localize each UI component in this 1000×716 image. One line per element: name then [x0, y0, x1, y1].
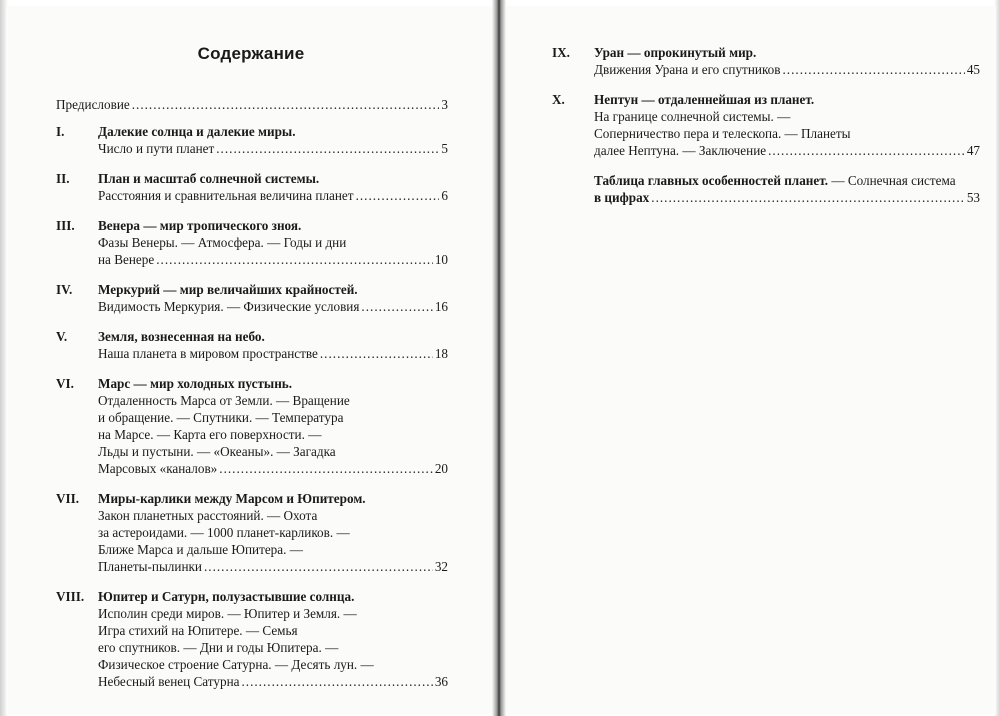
leader-dots [361, 298, 432, 315]
section-heading: Меркурий — мир величайших крайностей. [98, 282, 358, 297]
section-last-line [594, 142, 980, 159]
section-line: Льды и пустыни. — «Океаны». — Загадка [98, 444, 336, 459]
page-title: Содержание [197, 44, 305, 63]
section-last-line [594, 61, 980, 78]
leader-dots [356, 187, 440, 204]
section-line: Закон планетных расстояний. — Охота [98, 508, 318, 523]
page-number: 47 [966, 143, 980, 158]
section-numeral: X. [552, 92, 565, 107]
leader-dots [783, 61, 965, 78]
toc-section-4[interactable] [56, 281, 448, 315]
page-number: 53 [966, 190, 980, 205]
page-number: 3 [441, 97, 448, 112]
section-line: его спутников. — Дни и годы Юпитера. — [98, 640, 339, 655]
entry-label: Расстояния и сравнительная величина планет [98, 188, 354, 203]
entry-label: далее Нептуна. — Заключение [594, 143, 767, 158]
toc-section-9[interactable] [552, 44, 980, 78]
section-last-line [98, 345, 448, 362]
section-heading: Марс — мир холодных пустынь. [98, 376, 293, 391]
section-line: и обращение. — Спутники. — Температура [98, 410, 344, 425]
leader-dots [768, 142, 965, 159]
right-page [502, 6, 996, 714]
page-number: 5 [441, 141, 448, 156]
section-numeral: IX. [552, 45, 570, 60]
leader-dots [156, 251, 433, 268]
section-last-line [98, 187, 448, 204]
toc-section-3[interactable] [56, 217, 448, 268]
section-heading: Далекие солнца и далекие миры. [98, 124, 296, 139]
entry-label: Предисловие [56, 97, 130, 112]
section-line: На границе солнечной системы. — [594, 109, 791, 124]
leader-dots [651, 189, 965, 206]
section-last-line [98, 251, 448, 268]
section-numeral: VIII. [56, 589, 85, 604]
section-heading: Миры-карлики между Марсом и Юпитером. [98, 491, 366, 506]
section-last-line [98, 298, 448, 315]
page-number: 18 [434, 346, 448, 361]
entry-label: Число и пути планет [98, 141, 215, 156]
leader-dots [241, 673, 432, 690]
leader-dots [216, 140, 439, 157]
section-line: на Марсе. — Карта его поверхности. — [98, 427, 322, 442]
toc-section-2[interactable] [56, 170, 448, 204]
section-last-line [594, 189, 980, 206]
section-numeral: I. [56, 124, 65, 139]
section-last-line [98, 673, 448, 690]
toc-entry-preface[interactable] [56, 96, 448, 113]
section-line: за астероидами. — 1000 планет-карликов. — [98, 525, 350, 540]
toc-section-1[interactable] [56, 123, 448, 157]
section-last-line [98, 558, 448, 575]
section-numeral: IV. [56, 282, 73, 297]
left-page [6, 6, 496, 714]
section-line: Игра стихий на Юпитере. — Семья [98, 623, 298, 638]
leader-dots [219, 460, 433, 477]
section-heading: Венера — мир тропического зноя. [98, 218, 302, 233]
page-number: 20 [434, 461, 448, 476]
section-numeral: III. [56, 218, 75, 233]
toc-right [552, 44, 980, 206]
section-line: Физическое строение Сатурна. — Десять лун. — [98, 657, 374, 672]
table-entry-title-rest: — Солнечная система [828, 173, 956, 188]
entry-label: Видимость Меркурия. — Физические условия [98, 299, 360, 314]
section-line: Соперничество пера и телескопа. — Планеты [594, 126, 851, 141]
section-heading: Уран — опрокинутый мир. [594, 45, 757, 60]
page-number: 10 [434, 252, 448, 267]
toc-section-7[interactable] [56, 490, 448, 575]
entry-label: Небесный венец Сатурна [98, 674, 240, 689]
toc-section-8[interactable] [56, 588, 448, 690]
table-entry-title-bold: Таблица главных особенностей планет. [594, 173, 829, 188]
section-line: Отдаленность Марса от Земли. — Вращение [98, 393, 350, 408]
toc-table-entry[interactable] [552, 172, 980, 206]
section-heading: План и масштаб солнечной системы. [98, 171, 320, 186]
section-line: Ближе Марса и дальше Юпитера. — [98, 542, 303, 557]
table-entry-title [594, 172, 980, 189]
entry-label: Марсовых «каналов» [98, 461, 218, 476]
section-heading: Нептун — отдаленнейшая из планет. [594, 92, 815, 107]
toc-section-6[interactable] [56, 375, 448, 477]
section-numeral: V. [56, 329, 68, 344]
section-line: Исполин среди миров. — Юпитер и Земля. — [98, 606, 357, 621]
section-last-line [98, 460, 448, 477]
entry-label: в цифрах [594, 190, 650, 205]
section-numeral: VI. [56, 376, 74, 391]
toc-left [56, 96, 448, 703]
section-heading: Юпитер и Сатурн, полузастывшие солнца. [98, 589, 355, 604]
entry-label: на Венере [98, 252, 155, 267]
entry-label: Планеты-пылинки [98, 559, 202, 574]
entry-label: Наша планета в мировом пространстве [98, 346, 318, 361]
toc-section-5[interactable] [56, 328, 448, 362]
page-number: 6 [441, 188, 448, 203]
section-numeral: VII. [56, 491, 80, 506]
page-number: 32 [434, 559, 448, 574]
section-numeral: II. [56, 171, 70, 186]
section-heading: Земля, вознесенная на небо. [98, 329, 265, 344]
leader-dots [204, 558, 433, 575]
page-number: 45 [966, 62, 980, 77]
entry-label: Движения Урана и его спутников [594, 62, 781, 77]
page-number: 36 [434, 674, 448, 689]
book-gutter [492, 0, 506, 716]
page-number: 16 [434, 299, 448, 314]
leader-dots [132, 96, 440, 113]
section-line: Фазы Венеры. — Атмосфера. — Годы и дни [98, 235, 347, 250]
toc-section-10[interactable] [552, 91, 980, 159]
leader-dots [320, 345, 433, 362]
section-last-line [98, 140, 448, 157]
